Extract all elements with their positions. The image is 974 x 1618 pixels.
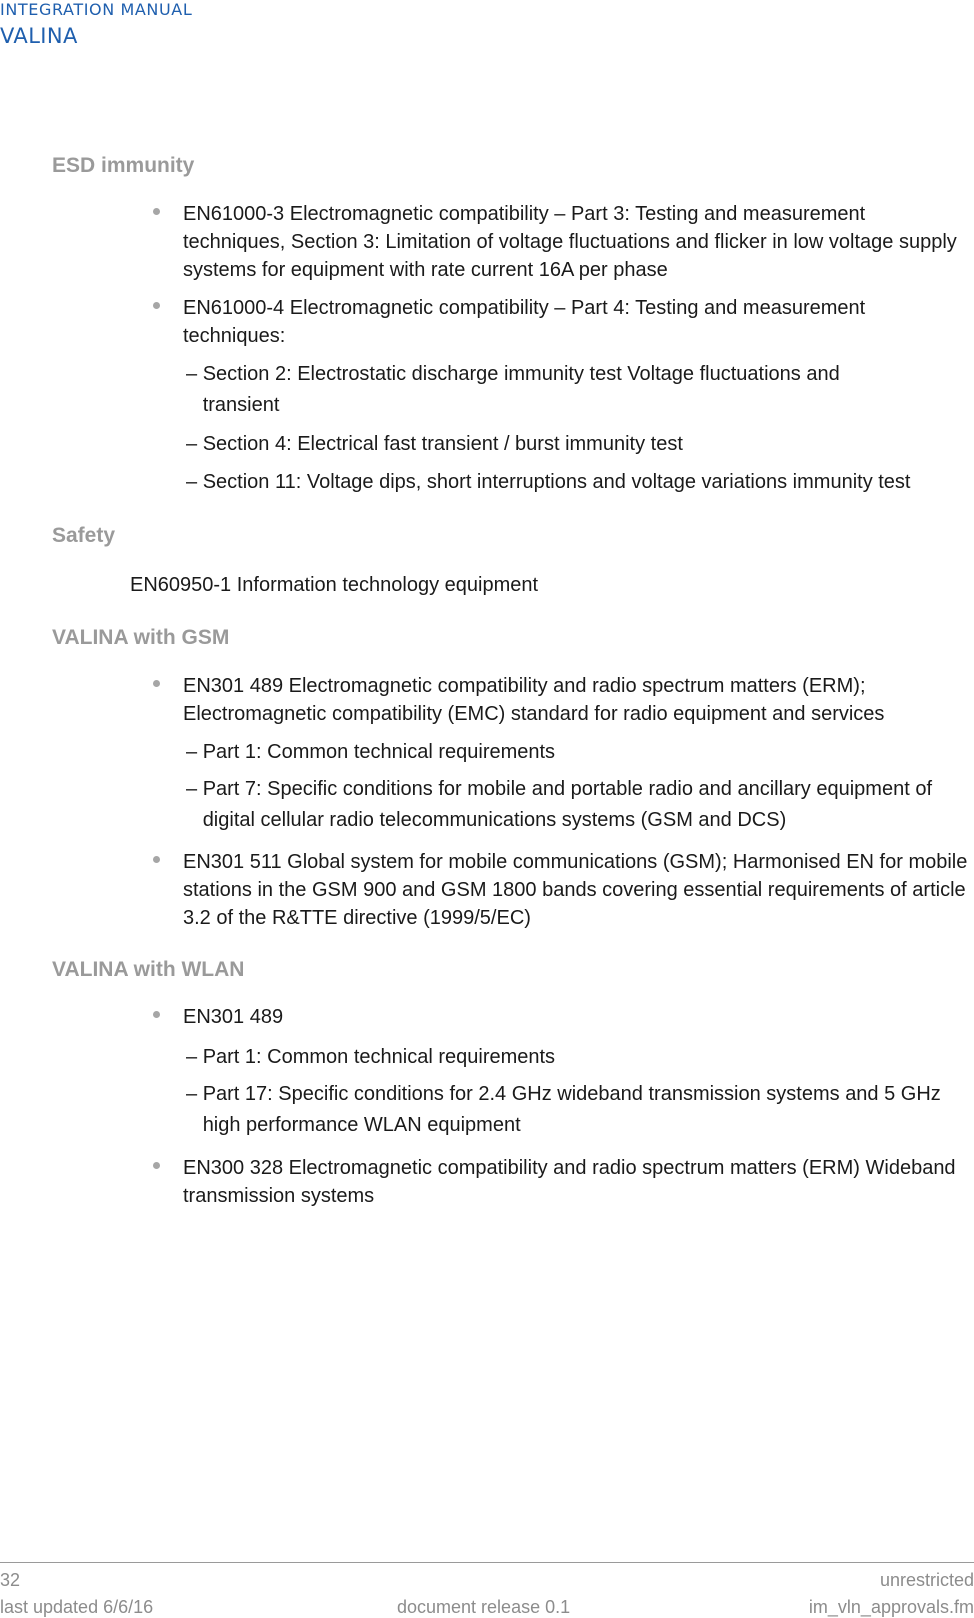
document-release: document release 0.1 <box>397 1597 571 1617</box>
manual-title: INTEGRATION MANUAL <box>0 0 193 19</box>
sub-item-section-11 <box>186 467 971 498</box>
dash: – <box>186 1046 198 1068</box>
sub-item-part-1 <box>186 737 971 768</box>
sub-item-section-4 <box>186 429 971 460</box>
sub-item-text: Part 17: Specific conditions for 2.4 GHz wideband transmission systems and 5 GHz high performance WLAN equipment <box>202 1083 941 1136</box>
bullet-icon <box>153 1162 160 1169</box>
bullet-item-en61000-4: EN61000-4 Electromagnetic compatibility – Part 4: Testing and measurement techniques: <box>183 297 866 347</box>
bullet-icon <box>153 208 160 215</box>
product-name: VALINA <box>0 24 78 48</box>
bullet-item-en301-489: EN301 489 Electromagnetic compatibility and radio spectrum matters (ERM); Electromagnetic compatibility (EMC) standard for radio equipment and services <box>183 675 885 725</box>
page-number: 32 <box>0 1570 21 1590</box>
sub-item-text: Part 1: Common technical requirements <box>202 1046 556 1068</box>
dash: – <box>186 778 198 800</box>
safety-standard: EN60950-1 Information technology equipment <box>130 574 539 596</box>
sub-item-part-17 <box>186 1079 971 1141</box>
section-heading-safety: Safety <box>52 524 116 547</box>
bullet-icon <box>153 680 160 687</box>
section-heading-esd-immunity: ESD immunity <box>52 154 195 177</box>
file-name: im_vln_approvals.fm <box>808 1597 974 1617</box>
dash: – <box>186 741 198 763</box>
sub-item-text: Part 1: Common technical requirements <box>202 741 556 763</box>
sub-item-text: Part 7: Specific conditions for mobile and portable radio and ancillary equipment of digital cellular radio telecommunications systems (GSM and DCS) <box>202 778 932 831</box>
dash: – <box>186 1083 198 1105</box>
bullet-item-en300-328: EN300 328 Electromagnetic compatibility and radio spectrum matters (ERM) Wideband transmission systems <box>183 1157 956 1207</box>
section-heading-valina-gsm: VALINA with GSM <box>52 626 230 649</box>
bullet-item-en301-489-wlan: EN301 489 <box>183 1006 284 1028</box>
dash: – <box>186 433 198 455</box>
bullet-icon <box>153 856 160 863</box>
sub-item-part-7 <box>186 774 971 836</box>
sub-item-part-1 <box>186 1042 971 1073</box>
dash: – <box>186 471 198 493</box>
bullet-icon <box>153 1011 160 1018</box>
bullet-item-en61000-3: EN61000-3 Electromagnetic compatibility – Part 3: Testing and measurement techniques, Section 3: Limitation of voltage fluctuations and flicker in low voltage supply systems for equipment with rate current 16A per phase <box>183 203 957 281</box>
sub-item-text: Section 4: Electrical fast transient / burst immunity test <box>202 433 683 455</box>
section-heading-valina-wlan: VALINA with WLAN <box>52 958 245 981</box>
sub-item-section-2 <box>186 359 971 421</box>
bullet-icon <box>153 302 160 309</box>
last-updated: last updated 6/6/16 <box>0 1597 154 1617</box>
sub-item-text: Section 11: Voltage dips, short interruptions and voltage variations immunity test <box>202 471 911 493</box>
dash: – <box>186 363 198 385</box>
classification-label: unrestricted <box>879 1570 974 1590</box>
sub-item-text: Section 2: Electrostatic discharge immunity test Voltage fluctuations and transient <box>202 363 840 416</box>
footer-divider <box>0 1562 974 1563</box>
bullet-item-en301-511: EN301 511 Global system for mobile communications (GSM); Harmonised EN for mobile stations in the GSM 900 and GSM 1800 bands covering essential requirements of article 3.2 of the R&TTE directive (1999/5/EC) <box>183 851 968 929</box>
